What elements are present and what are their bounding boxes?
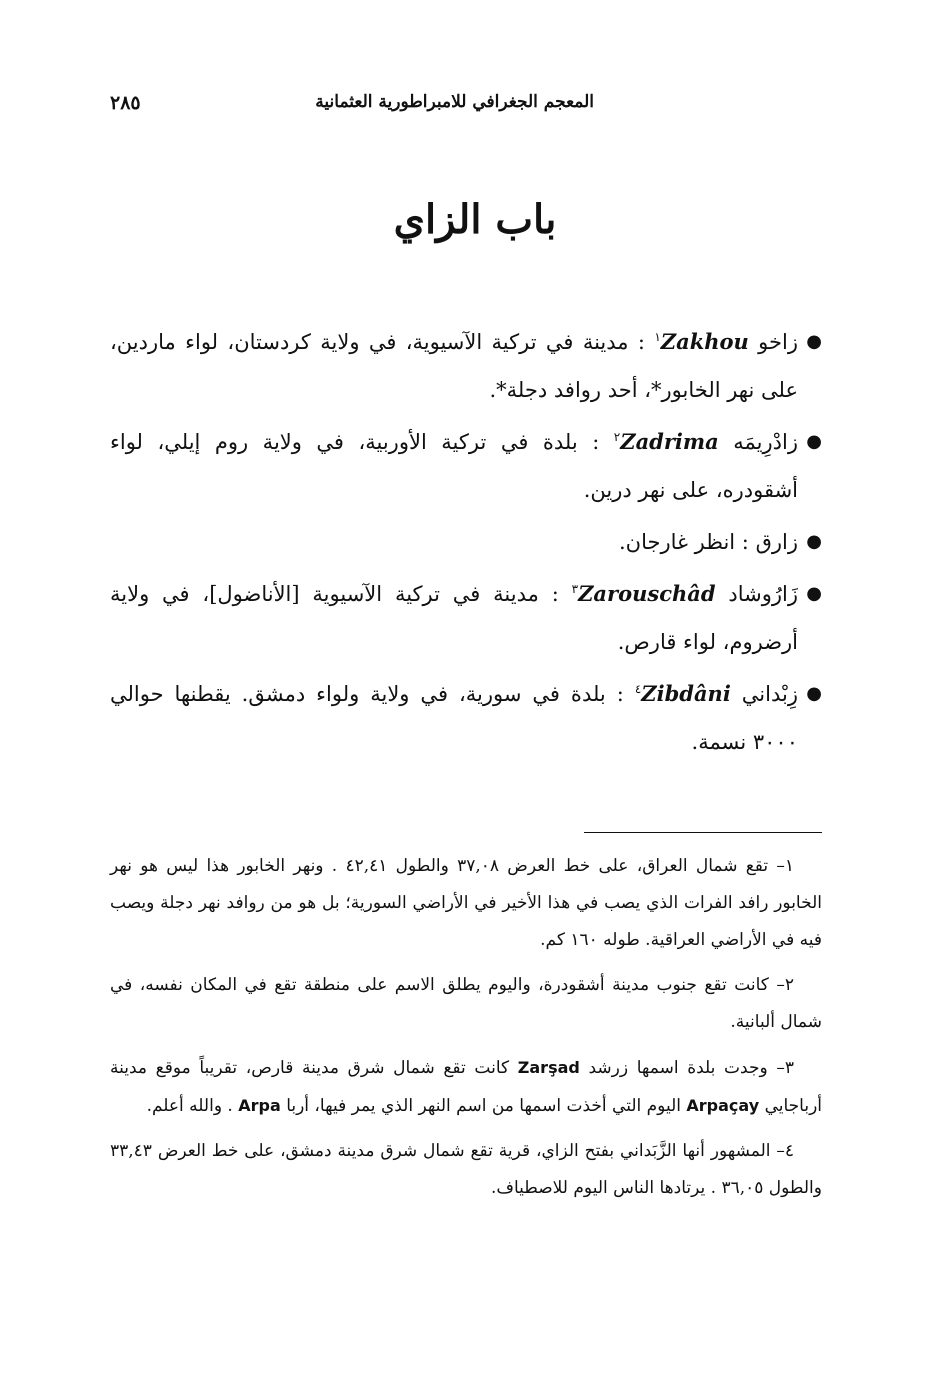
bullet-icon: ●	[806, 431, 822, 452]
page-number: ٢٨٥	[110, 92, 141, 114]
footnote-latin-term: Arpaçay	[686, 1096, 760, 1115]
footnote-latin-term: Zarşad	[517, 1058, 580, 1077]
footnote-text: كانت تقع شمال شرق مدينة قارص، تقريباً موقع مدينة أرباجايي	[110, 1058, 822, 1116]
entry-arabic-name: زادْرِيمَه	[733, 430, 798, 454]
footnote-latin-term: Arpa	[238, 1096, 281, 1115]
entry-arabic-name: زِبْداني	[741, 682, 798, 706]
footnote-text: ١– تقع شمال العراق، على خط العرض ٣٧,٠٨ والطول ٤٢,٤١ . ونهر الخابور هذا ليس هو نهر الخابور رافد الفرات الذي يصب في هذا الأخير في الأراضي السورية؛ بل هو من روافد نهر دجلة ويصب فيه في الأراضي العراقية. طوله ١٦٠ كم.	[110, 856, 822, 950]
running-title: المعجم الجغرافي للامبراطورية العثمانية	[315, 92, 594, 112]
entry-text: : بلدة في سورية، في ولاية ولواء دمشق. يقطنها حوالي ٣٠٠٠ نسمة.	[110, 682, 798, 754]
entry-zadrima	[110, 418, 822, 514]
entry-zarouschad	[110, 570, 822, 666]
footnote-3	[110, 1049, 822, 1125]
bullet-icon: ●	[806, 531, 822, 552]
footnote-text: ٣– وجدت بلدة اسمها زرشد	[588, 1058, 794, 1078]
entry-zibdani	[110, 670, 822, 766]
bullet-icon: ●	[806, 331, 822, 352]
entry-arabic-name: زارق	[755, 530, 798, 554]
footnote-text: اليوم التي أخذت اسمها من اسم النهر الذي يمر فيها، أربا	[286, 1096, 681, 1116]
entry-latin-name: Zibdâni	[641, 681, 731, 706]
entry-latin-name: Zakhou	[660, 329, 749, 354]
footnote-2	[110, 967, 822, 1041]
footnote-4	[110, 1133, 822, 1207]
bullet-icon: ●	[806, 583, 822, 604]
footnote-divider	[584, 832, 822, 833]
entry-zareq	[110, 518, 822, 566]
chapter-title: باب الزاي	[393, 196, 557, 243]
footnote-ref: ٢	[613, 430, 621, 444]
footnote-ref: ٤	[634, 682, 642, 696]
entry-text: : بلدة في تركية الأوربية، في ولاية روم إيلي، لواء أشقودره، على نهر درين.	[110, 430, 798, 502]
bullet-icon: ●	[806, 683, 822, 704]
footnote-text: . والله أعلم.	[146, 1096, 233, 1116]
entry-arabic-name: زاخو	[758, 330, 798, 354]
footnote-1	[110, 848, 822, 959]
entry-list	[110, 318, 822, 770]
entry-text: : انظر غارجان.	[618, 530, 749, 554]
entry-zakhou	[110, 318, 822, 414]
running-head	[110, 92, 822, 122]
footnote-ref: ١	[654, 330, 661, 344]
footnote-text: ٢– كانت تقع جنوب مدينة أشقودرة، واليوم يطلق الاسم على منطقة تقع في المكان نفسه، في شمال ألبانية.	[110, 975, 822, 1032]
footnotes	[110, 848, 822, 1215]
footnote-ref: ٣	[571, 582, 579, 596]
entry-text: : مدينة في تركية الآسيوية، في ولاية كردستان، لواء ماردين، على نهر الخابور*، أحد روافد دجلة*.	[110, 330, 798, 402]
footnote-text: ٤– المشهور أنها الزَّبَداني بفتح الزاي، قرية تقع شمال شرق مدينة دمشق، على خط العرض ٣٣,٤٣ والطول ٣٦,٠٥ . يرتادها الناس اليوم للاصطياف.	[110, 1141, 822, 1198]
entry-latin-name: Zadrima	[620, 429, 719, 454]
entry-text: : مدينة في تركية الآسيوية [الأناضول]، في ولاية أرضروم، لواء قارص.	[110, 582, 798, 654]
entry-arabic-name: زَارُوشاد	[728, 582, 798, 606]
entry-latin-name: Zarouschâd	[578, 581, 716, 606]
